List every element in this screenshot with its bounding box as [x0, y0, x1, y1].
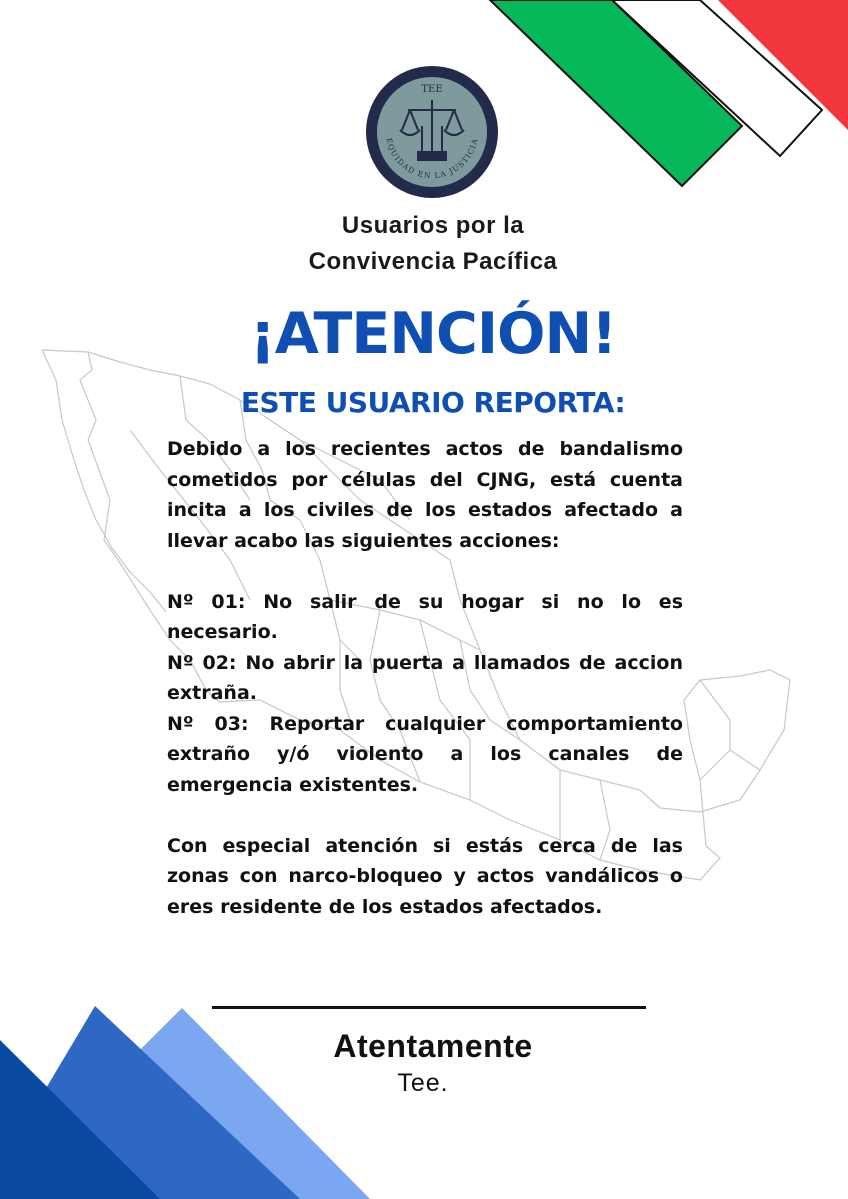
action-item-1: Nº 01: No salir de su hogar si no lo es necesario.: [167, 590, 683, 643]
note-paragraph: Con especial atención si estás cerca de las zonas con narco-bloqueo y actos vandálicos o eres residente de los estados afectados.: [167, 834, 683, 918]
subheadline: ESTE USUARIO REPORTA:: [240, 386, 626, 419]
logo-top-text: TEE: [421, 84, 443, 95]
org-line-1: Usuarios por la: [341, 212, 525, 239]
org-line-2: Convivencia Pacífica: [308, 248, 558, 275]
headline: ¡ATENCIÓN!: [249, 301, 617, 367]
notice-body: [167, 434, 683, 922]
signer: Tee.: [397, 1069, 449, 1097]
closing: Atentamente: [333, 1028, 533, 1064]
organization-name: [200, 208, 666, 280]
signature-line: [212, 1006, 646, 1009]
intro-paragraph: Debido a los recientes actos de bandalismo cometidos por células del CJNG, está cuenta incita a los civiles de los estados afectado a llevar acabo las siguientes acciones:: [167, 438, 683, 552]
tee-logo: [366, 66, 498, 198]
action-item-2: Nº 02: No abrir la puerta a llamados de accion extraña.: [167, 651, 683, 704]
action-item-3: Nº 03: Reportar cualquier comportamiento extraño y/ó violento a los canales de emergencia existentes.: [167, 712, 683, 796]
logo-ring-text: EQUIDAD EN LA JUSTICIA: [384, 137, 480, 181]
